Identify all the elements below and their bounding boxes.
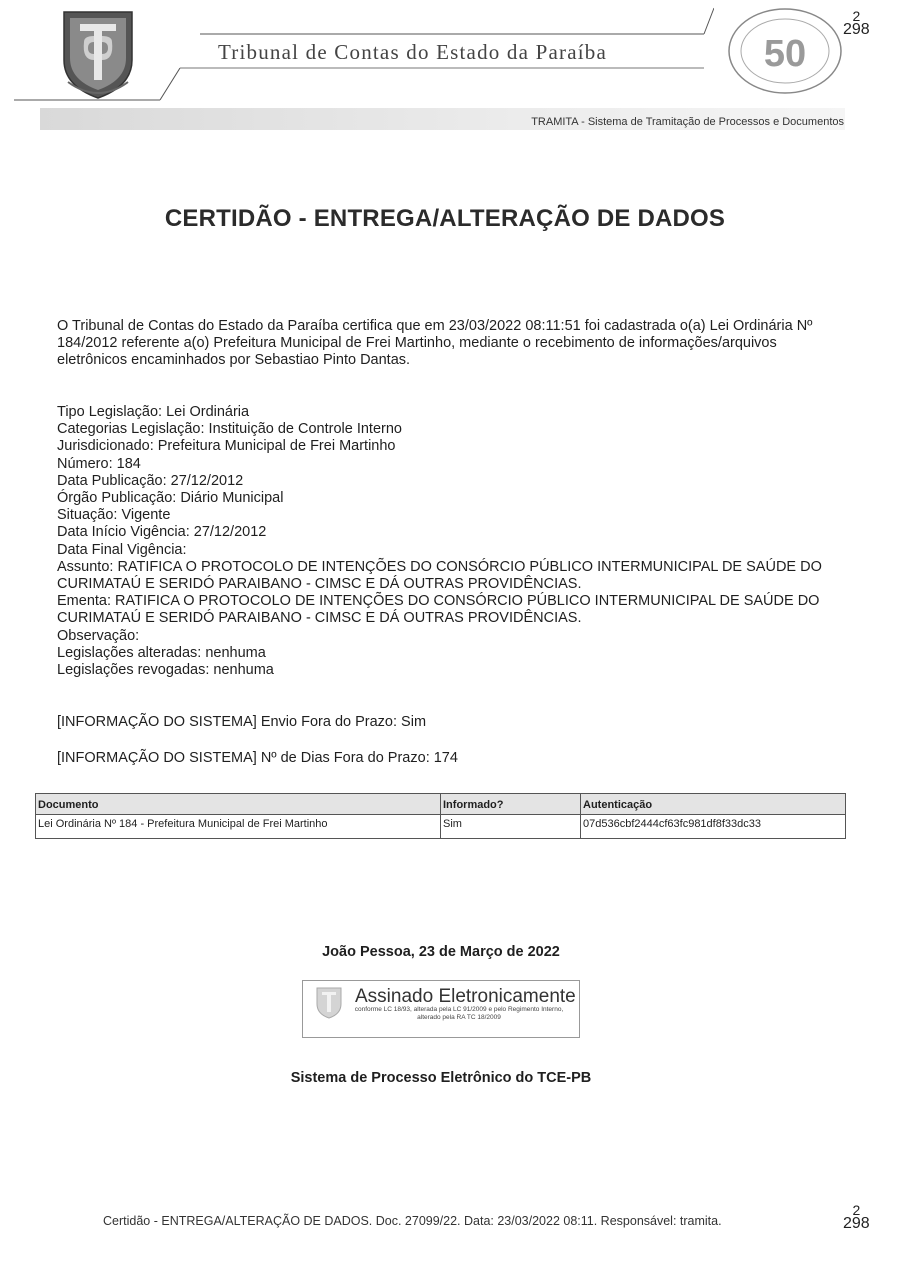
footer-line: Certidão - ENTREGA/ALTERAÇÃO DE DADOS. Doc. 27099/22. Data: 23/03/2022 08:11. Responsável: tramita.	[103, 1214, 722, 1228]
field-categorias-legislacao: Categorias Legislação: Instituição de Controle Interno	[57, 421, 402, 438]
cell-autenticacao: 07d536cbf2444cf63fc981df8f33dc33	[581, 815, 846, 839]
field-observacao: Observação:	[57, 627, 140, 644]
document-title: CERTIDÃO - ENTREGA/ALTERAÇÃO DE DADOS	[164, 205, 726, 232]
field-legislacoes-revogadas: Legislações revogadas: nenhuma	[57, 662, 274, 679]
system-info-days-late: [INFORMAÇÃO DO SISTEMA] Nº de Dias Fora do Prazo: 174	[57, 750, 458, 766]
field-jurisdicionado: Jurisdicionado: Prefeitura Municipal de Frei Martinho	[57, 438, 396, 455]
signature-title: Assinado Eletronicamente	[355, 986, 576, 1007]
place-and-date: João Pessoa, 23 de Março de 2022	[322, 944, 560, 960]
table-row	[36, 815, 846, 839]
field-assunto: Assunto: RATIFICA O PROTOCOLO DE INTENÇÕES DO CONSÓRCIO PÚBLICO INTERMUNICIPAL DE SAÚDE DO CURIMATAÚ E SERIDÓ PARAIBANO - CIMSC E DÁ OUTRAS PROVIDÊNCIAS.	[57, 558, 822, 593]
system-name: TRAMITA - Sistema de Tramitação de Processos e Documentos	[531, 116, 844, 128]
field-numero: Número: 184	[57, 455, 141, 472]
field-tipo-legislacao: Tipo Legislação: Lei Ordinária	[57, 404, 250, 420]
system-info-late-submission: [INFORMAÇÃO DO SISTEMA] Envio Fora do Prazo: Sim	[57, 714, 427, 730]
field-situacao: Situação: Vigente	[57, 507, 171, 524]
documents-table	[35, 793, 846, 839]
page-number-small: 2	[852, 8, 861, 24]
legislation-fields	[57, 404, 847, 679]
cell-informado: Sim	[441, 815, 581, 839]
column-header-informado: Informado?	[441, 794, 581, 815]
page-number-large: 298	[843, 21, 870, 38]
intro-paragraph: O Tribunal de Contas do Estado da Paraíba certifica que em 23/03/2022 08:11:51 foi cadastrada o(a) Lei Ordinária Nº 184/2012 referente a(o) Prefeitura Municipal de Frei Martinho, mediante o recebimento de informações/arquivos eletrônicos encaminhados por Sebastiao Pinto Dantas.	[57, 318, 813, 368]
page-number-bottom	[843, 1204, 870, 1230]
field-ementa: Ementa: RATIFICA O PROTOCOLO DE INTENÇÕES DO CONSÓRCIO PÚBLICO INTERMUNICIPAL DE SAÚDE DO CURIMATAÚ E SERIDÓ PARAIBANO - CIMSC E DÁ OUTRAS PROVIDÊNCIAS.	[57, 593, 820, 627]
field-data-inicio-vigencia: Data Início Vigência: 27/12/2012	[57, 524, 267, 541]
field-data-final-vigencia: Data Final Vigência:	[57, 541, 187, 558]
table-header-row	[36, 794, 846, 815]
field-data-publicacao: Data Publicação: 27/12/2012	[57, 472, 244, 489]
page-number-large: 298	[843, 1215, 870, 1232]
page-number-top	[843, 10, 870, 36]
field-orgao-publicacao: Órgão Publicação: Diário Municipal	[57, 490, 284, 507]
system-footer: Sistema de Processo Eletrônico do TCE-PB	[290, 1070, 592, 1086]
institution-name: Tribunal de Contas do Estado da Paraíba	[218, 40, 607, 64]
footer-truncated-line	[98, 1231, 798, 1239]
column-header-documento: Documento	[36, 794, 441, 815]
stamp-shield-icon	[314, 986, 344, 1020]
field-legislacoes-alteradas: Legislações alteradas: nenhuma	[57, 644, 266, 661]
column-header-autenticacao: Autenticação	[581, 794, 846, 815]
page-number-small: 2	[852, 1202, 861, 1218]
signature-legal-note: conforme LC 18/93, alterada pela LC 91/2009 e pelo Regimento Interno, alterado pela RA TC 18/2009	[354, 1006, 564, 1021]
seal-number: 50	[763, 33, 807, 75]
cell-documento: Lei Ordinária Nº 184 - Prefeitura Municipal de Frei Martinho	[36, 815, 441, 839]
fifty-years-seal	[726, 6, 844, 96]
